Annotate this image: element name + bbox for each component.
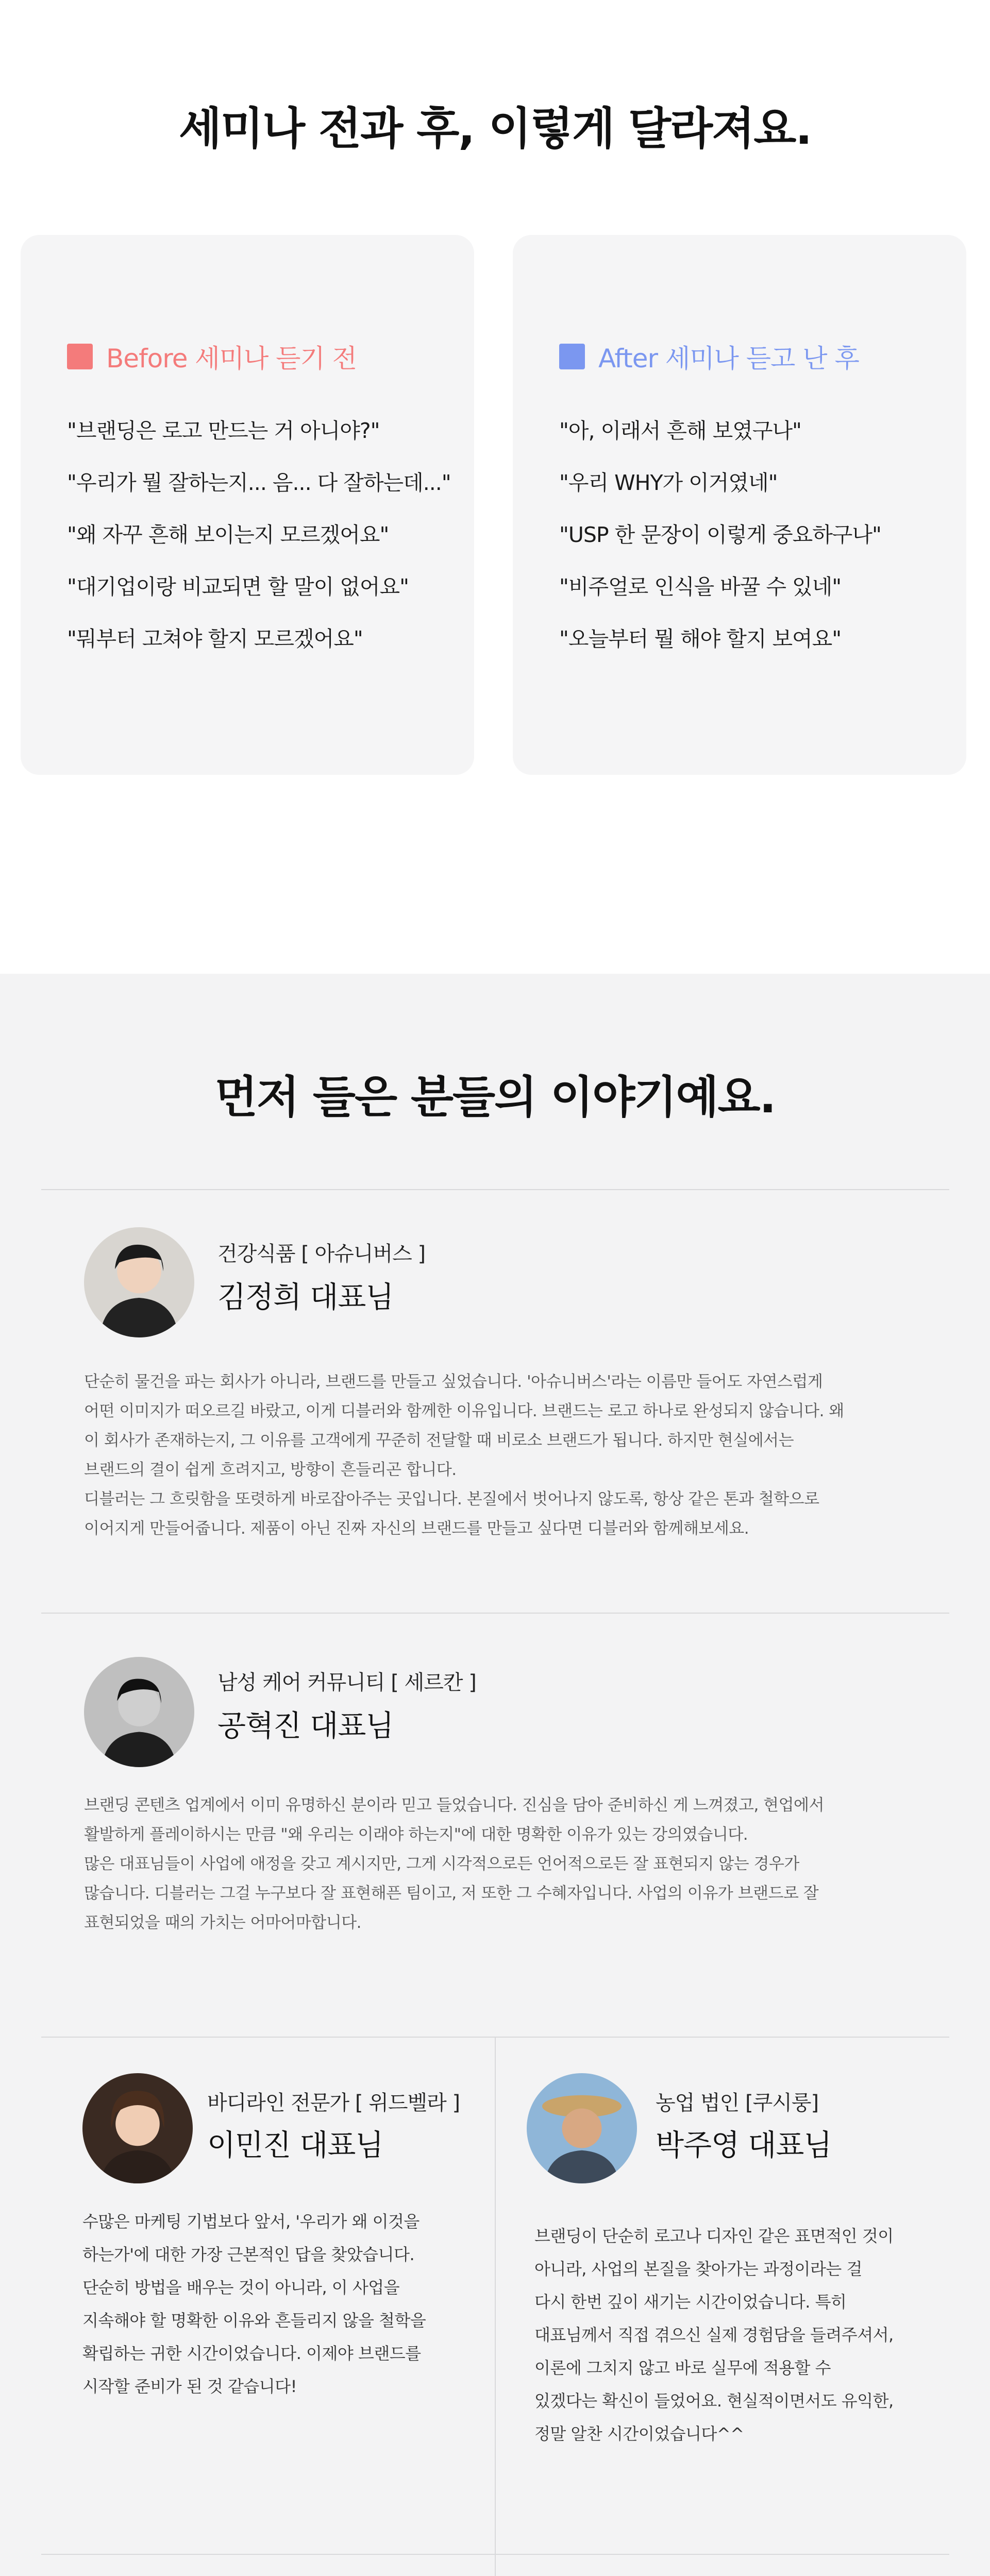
avatar [527,2073,637,2183]
review-text: 수많은 마케팅 기법보다 앞서, '우리가 왜 이것을 하는가'에 대한 가장 근본적인 답을 찾았습니다. 단순히 방법을 배우는 것이 아니라, 이 사업을 지속해야 할 명확한 이유와 흔들리지 않을 철학을 확립하는 귀한 시간이었습니다. 이제야 브랜드를 시작할 준비가 된 것 같습니다! [82,2212,426,2396]
reviewer-company: 건강식품 [ 아슈니버스 ] [217,1242,426,1266]
after-item: "우리 WHY가 이거였네" [559,470,778,495]
avatar [84,1657,194,1767]
review-text: 브랜딩이 단순히 로고나 디자인 같은 표면적인 것이 아니라, 사업의 본질을 찾아가는 과정이라는 걸 다시 한번 깊이 새기는 시간이었습니다. 특히 대표님께서 직접 겪으신 실제 경험담을 들려주셔서, 이론에 그치지 않고 바로 실무에 적용할 수 있겠다는 확신이 들었어요. 현실적이면서도 유익한, 정말 알찬 시간이었습니다^^ [534,2226,894,2444]
comparison-section [0,0,990,974]
divider [41,1189,949,1190]
column-divider [495,2037,496,2576]
after-item: "오늘부터 뭘 해야 할지 보여요" [559,626,842,651]
divider [41,1613,949,1614]
before-header [67,338,357,375]
before-item: "우리가 뭘 잘하는지... 음... 다 잘하는데..." [67,470,451,495]
avatar [84,1227,194,1337]
before-list [67,420,451,681]
reviews-title: 먼저 들은 분들의 이야기예요. [214,1072,776,1123]
reviewer-company: 바디라인 전문가 [ 위드벨라 ] [207,2091,460,2115]
after-square-icon [559,344,585,369]
reviews-section [0,974,990,2576]
before-square-icon [67,344,93,369]
before-label: Before 세미나 듣기 전 [106,344,357,374]
reviewer-company: 남성 케어 커뮤니티 [ 세르칸 ] [217,1671,476,1694]
after-label: After 세미나 듣고 난 후 [598,344,859,374]
before-item: "대기업이랑 비교되면 할 말이 없어요" [67,574,409,599]
before-item: "뭐부터 고쳐야 할지 모르겠어요" [67,626,363,651]
after-list [559,420,881,681]
reviewer-company: 농업 법인 [쿠시룽] [656,2091,819,2115]
avatar [82,2073,193,2183]
after-header [559,338,859,375]
comparison-title: 세미나 전과 후, 이렇게 달라져요. [178,103,812,155]
review-text: 브랜딩 콘텐츠 업계에서 이미 유명하신 분이라 믿고 들었습니다. 진심을 담아 준비하신 게 느껴졌고, 현업에서 활발하게 플레이하시는 만큼 "왜 우리는 이래야 하는지"에 대한 명확한 이유가 있는 강의였습니다. 많은 대표님들이 사업에 애정을 갖고 계시지만, 그게 시각적으로든 언어적으로든 잘 표현되지 않는 경우가 많습니다. 디블러는 그걸 누구보다 잘 표현해픈 팀이고, 저 또한 그 수혜자입니다. 사업의 이유가 브랜드로 잘 표현되었을 때의 가치는 어마어마합니다. [84,1796,824,1932]
reviewer-name: 이민진 대표님 [207,2128,383,2162]
reviewer-name: 공혁진 대표님 [217,1709,394,1743]
after-item: "비주얼로 인식을 바꿀 수 있네" [559,574,842,599]
before-card [21,235,474,775]
reviewer-name: 김정희 대표님 [217,1280,394,1314]
before-item: "브랜딩은 로고 만드는 거 아니야?" [67,418,380,443]
review-text: 단순히 물건을 파는 회사가 아니라, 브랜드를 만들고 싶었습니다. '아슈니버스'라는 이름만 들어도 자연스럽게 어떤 이미지가 떠오르길 바랐고, 이게 디블러와 함께한 이유입니다. 브랜드는 로고 하나로 완성되지 않습니다. 왜 이 회사가 존재하는지, 그 이유를 고객에게 꾸준히 전달할 때 비로소 브랜드가 됩니다. 하지만 현실에서는 브랜드의 결이 쉽게 흐려지고, 방향이 흔들리곤 합니다. 디블러는 그 흐릿함을 또렷하게 바로잡아주는 곳입니다. 본질에서 벗어나지 않도록, 항상 같은 톤과 철학으로 이어지게 만들어줍니다. 제품이 아닌 진짜 자신의 브랜드를 만들고 싶다면 디블러와 함께해보세요. [84,1372,844,1538]
after-item: "USP 한 문장이 이렇게 중요하구나" [559,522,881,547]
before-item: "왜 자꾸 흔해 보이는지 모르겠어요" [67,522,389,547]
after-item: "아, 이래서 흔해 보였구나" [559,418,801,443]
reviewer-name: 박주영 대표님 [656,2128,832,2162]
after-card [513,235,966,775]
